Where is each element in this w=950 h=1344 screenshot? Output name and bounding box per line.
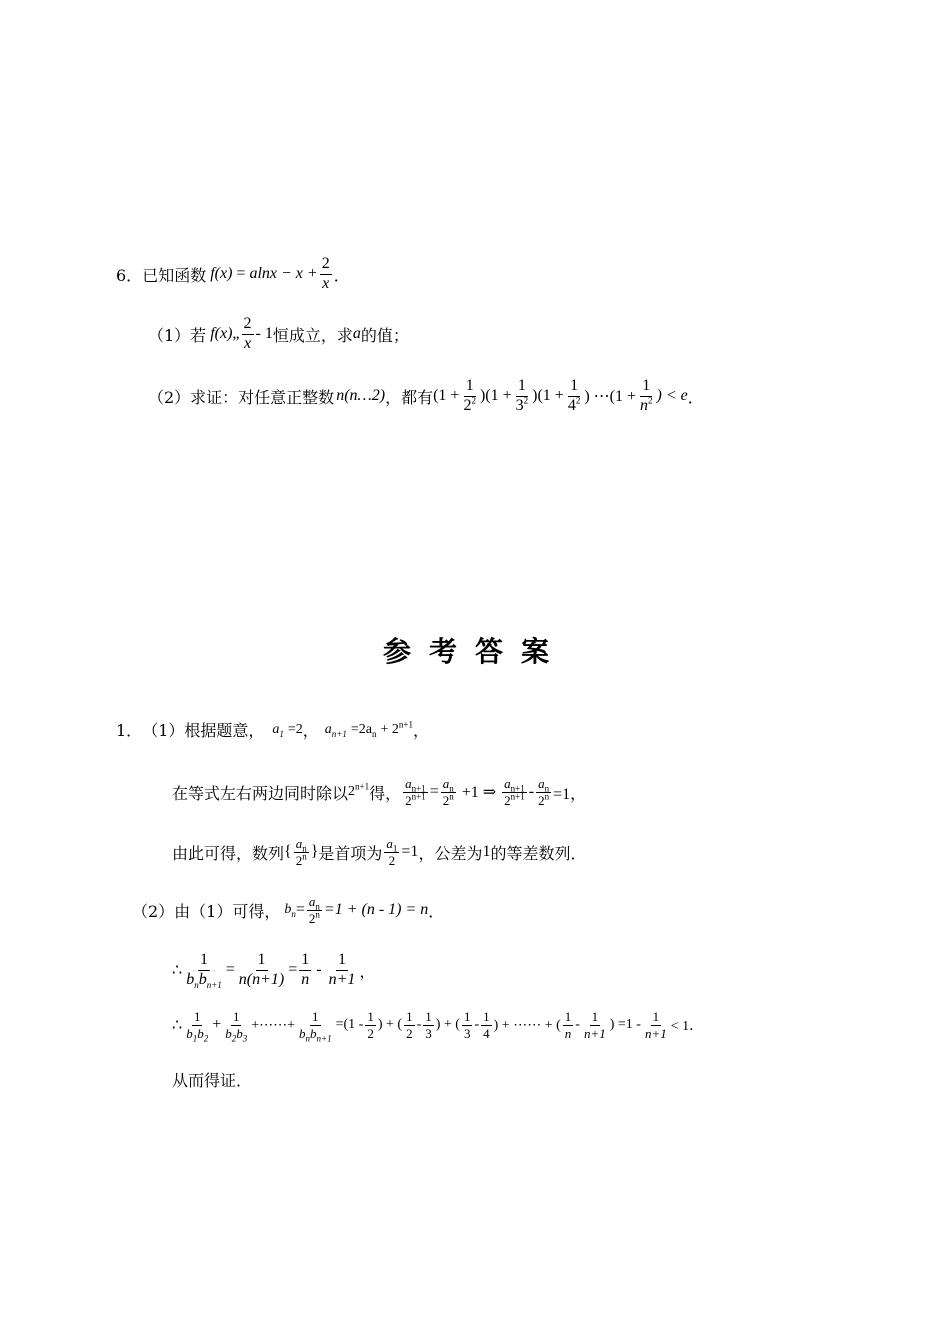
ellipsis: +⋯⋯+ [251,1017,296,1033]
minus: - [474,1017,480,1033]
problem6-stem [116,256,350,293]
less-than-one: < 1． [670,1019,704,1035]
equals-one: =1， [553,785,587,803]
function-name: f(x) [210,265,233,283]
relation: „ [232,325,240,343]
problem6-part2 [148,378,704,415]
fraction-term: $\frac{1}{2^2}$ [463,377,476,414]
fraction: $\frac{1}{4}$ [483,1009,490,1041]
text-mid: ，都有 [385,387,434,407]
connector: ) + ( [377,1017,403,1033]
fraction: $\frac{1}{b_nb_{n+1}}$ [186,951,222,990]
period: ． [687,387,704,407]
text-after: 恒成立，求 [272,325,353,345]
fraction: $\frac{2}{x}$ [243,315,252,352]
equals: = [236,265,246,283]
answers-title: 参考答案 [382,635,567,668]
answer1-line3 [172,837,586,867]
part2-label: （2）由（1）可得， [132,901,281,921]
a1: $a_1$ [272,721,284,739]
conclusion: 从而得证． [172,1071,253,1090]
connector: ) + ⋯⋯ + ( [493,1017,561,1033]
fraction: $\frac{1}{n(n+1)}$ [238,951,285,988]
recurrence-power: + $2^{n+1}$ [380,718,413,737]
line3-text4: 的等差数列． [490,843,587,863]
problem-number: 6． [116,265,143,285]
recurrence-lhs: $a_{n+1}$ [324,721,347,739]
recurrence-rhs: $=2a_n$ [350,721,377,739]
fraction: $\frac{a_{n+1}}{2^{n+1}}$ [405,776,426,808]
equals: = [288,961,298,979]
equals: = [429,783,439,801]
product-mid: )(1 + [479,387,512,405]
fraction: $\frac{a_1}{2}$ [386,836,398,868]
fraction: $\frac{a_n}{2^n}$ [442,776,454,808]
part1-label: （1）根据题意， [142,721,265,740]
fraction-term: $\frac{1}{n^2}$ [640,377,653,414]
product-open: (1 + [433,387,460,405]
fraction: $\frac{1}{b_2b_3}$ [225,1009,248,1044]
fraction: $\frac{1}{2}$ [367,1009,374,1041]
a1-value: =2 [287,721,303,737]
fraction: $\frac{1}{b_1b_2}$ [186,1009,209,1044]
equals-open: =(1 - [335,1017,364,1033]
fraction: $\frac{1}{3}$ [463,1009,471,1041]
answer1-line2 [172,777,586,807]
minus-one: - 1 [255,325,273,343]
b-n-value: =1 + (n - 1) = n [323,901,429,919]
equals: = [295,901,305,919]
equals: = [225,961,235,979]
connector: ) =1 - [609,1017,641,1033]
answer1-line6 [172,1009,704,1044]
fraction: $\frac{a_n}{2^n}$ [538,776,550,808]
line3-text: 由此可得，数列 [172,843,285,863]
minus: - [575,1017,580,1033]
text-end: 的值； [360,325,409,345]
brace-open: { [284,843,292,861]
fraction-term: $\frac{1}{3^2}$ [515,377,529,414]
fraction: $\frac{1}{n+1}$ [644,1009,667,1041]
fraction: $\frac{1}{n}$ [301,951,310,988]
product-mid: ) ⋯(1 + [584,388,637,406]
function-name: f(x) [210,325,233,343]
product-mid: )(1 + [532,387,564,405]
part2-label: （2）求证：对任意正整数 [148,387,335,407]
plus-one-implies: +1 ⇒ [461,784,497,802]
minus: - [528,783,535,801]
comma: ， [412,721,429,740]
function-expression: alnx − x + [249,265,318,283]
comma: ， [359,961,376,981]
variable-a: a [352,325,361,343]
fraction: $\frac{a_n}{2^n}$ [295,836,307,868]
answer-number: 1． [116,721,143,740]
line2-de: 得， [369,783,402,803]
fraction: $\frac{1}{n}$ [564,1009,572,1041]
line3-text2: 是首项为 [318,843,383,863]
period: ． [428,901,445,921]
fraction: $\frac{1}{b_nb_{n+1}}$ [299,1009,332,1044]
brace-close: } [310,843,319,861]
fraction: $\frac{1}{2}$ [406,1009,413,1041]
line2-text: 在等式左右两边同时除以 [172,783,349,803]
part1-label: （1）若 [148,325,207,345]
problem6-part1 [148,316,409,353]
fraction: $\frac{1}{n+1}$ [328,951,356,988]
b-n: $b_n$ [284,902,296,919]
fraction: $\frac{a_n}{2^n}$ [308,894,320,926]
therefore: ∴ [172,1017,183,1035]
condition: n(n…2) [336,387,386,405]
line3-text3: ，公差为 [418,843,483,863]
fraction: $\frac{1}{n+1}$ [583,1009,606,1041]
answer1-part1 [116,718,429,741]
stem-text: 已知函数 [142,265,207,285]
power: $2^{n+1}$ [348,781,370,800]
product-close: ) < e [656,387,688,405]
answer1-part2 [132,895,444,925]
answer1-line5 [172,952,375,989]
fraction: $\frac{1}{3}$ [425,1009,432,1041]
connector: ) + ( [435,1017,460,1033]
fraction-term: $\frac{1}{4^2}$ [567,377,581,414]
equals-one: =1 [401,843,419,861]
minus: - [316,961,322,979]
fraction: $\frac{2}{x}$ [321,255,330,292]
one: 1 [482,843,491,861]
period: ． [333,265,350,285]
comma: ， [302,721,319,740]
fraction: $\frac{a_{n+1}}{2^{n+1}}$ [504,776,525,808]
plus: + [212,1016,222,1034]
minus: - [416,1017,422,1033]
therefore: ∴ [172,962,183,980]
